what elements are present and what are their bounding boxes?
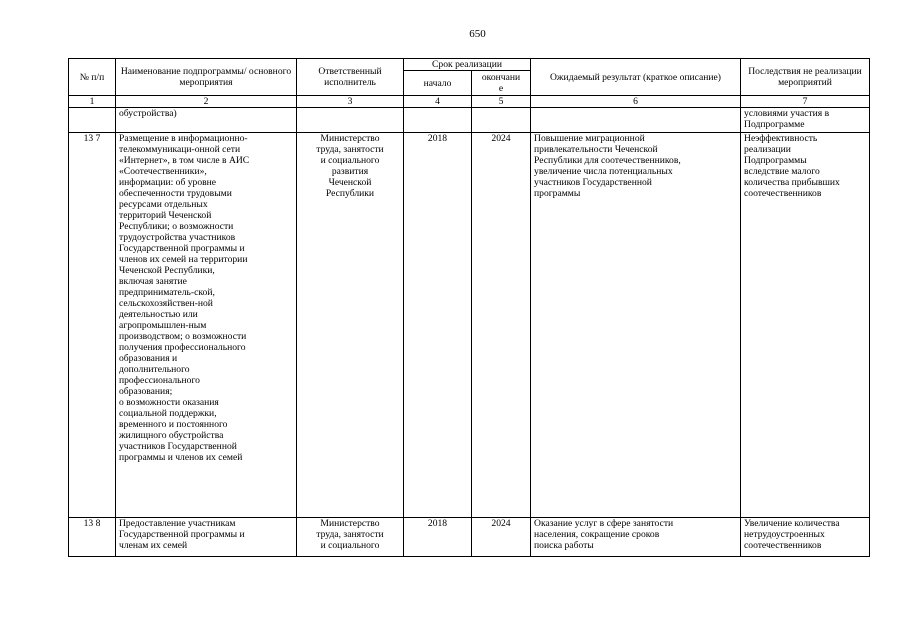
column-number: 4 — [404, 96, 472, 108]
header-start: начало — [404, 71, 472, 96]
column-number: 6 — [531, 96, 741, 108]
row-end-year: 2024 — [472, 518, 531, 557]
header-end: окончани е — [472, 71, 531, 96]
table-row — [69, 133, 870, 518]
table-row — [69, 518, 870, 557]
header-num: № п/п — [69, 59, 116, 96]
header-period: Срок реализации — [404, 59, 531, 71]
column-number-row — [69, 96, 870, 108]
row-result: Оказание услуг в сфере занятости населения, сокращение сроков поиска работы — [531, 518, 741, 557]
column-number: 2 — [116, 96, 297, 108]
header-row — [69, 59, 870, 71]
row-number: 13 8 — [69, 518, 116, 557]
column-number: 1 — [69, 96, 116, 108]
row-start-year: 2018 — [404, 518, 472, 557]
continuation-name: обустройства) — [116, 108, 297, 133]
header-name: Наименование подпрограммы/ основного мероприятия — [116, 59, 297, 96]
row-executor: Министерство труда, занятости и социального развития Чеченской Республики — [297, 133, 404, 518]
continuation-row — [69, 108, 870, 133]
page-number: 650 — [469, 28, 486, 40]
column-number: 3 — [297, 96, 404, 108]
column-number: 5 — [472, 96, 531, 108]
continuation-consequences: условиями участия в Подпрограмме — [741, 108, 870, 133]
row-consequences: Неэффективность реализации Подпрограммы вследствие малого количества прибывших соотечественников — [741, 133, 870, 518]
header-consequences: Последствия не реализации мероприятий — [741, 59, 870, 96]
row-start-year: 2018 — [404, 133, 472, 518]
row-end-year: 2024 — [472, 133, 531, 518]
row-name: Размещение в информационно- телекоммуникаци-онной сети «Интернет», в том числе в АИС «Соотечественники», информации: об уровне обеспеченности трудовыми ресурсами отдельных территорий Чеченской Республики; о возможности трудоустройства участников Государственной программы и членов их семей на территории Чеченской Республики, включая занятие предприниматель-ской, сельскохозяйствен-ной деятельностью или агропромышлен-ным производством; о возможности получения профессионального образования и дополнительного профессионального образования; о возможности оказания социальной поддержки, временного и постоянного жилищного обустройства участников Государственной программы и членов их семей — [116, 133, 297, 518]
header-result: Ожидаемый результат (краткое описание) — [531, 59, 741, 96]
row-number: 13 7 — [69, 133, 116, 518]
row-executor: Министерство труда, занятости и социального — [297, 518, 404, 557]
row-name: Предоставление участникам Государственной программы и членам их семей — [116, 518, 297, 557]
header-executor: Ответственный исполнитель — [297, 59, 404, 96]
program-table — [68, 58, 870, 557]
column-number: 7 — [741, 96, 870, 108]
row-result: Повышение миграционной привлекательности Чеченской Республики для соотечественников, увеличение числа потенциальных участников Государственной программы — [531, 133, 741, 518]
row-consequences: Увеличение количества нетрудоустроенных соотечественников — [741, 518, 870, 557]
